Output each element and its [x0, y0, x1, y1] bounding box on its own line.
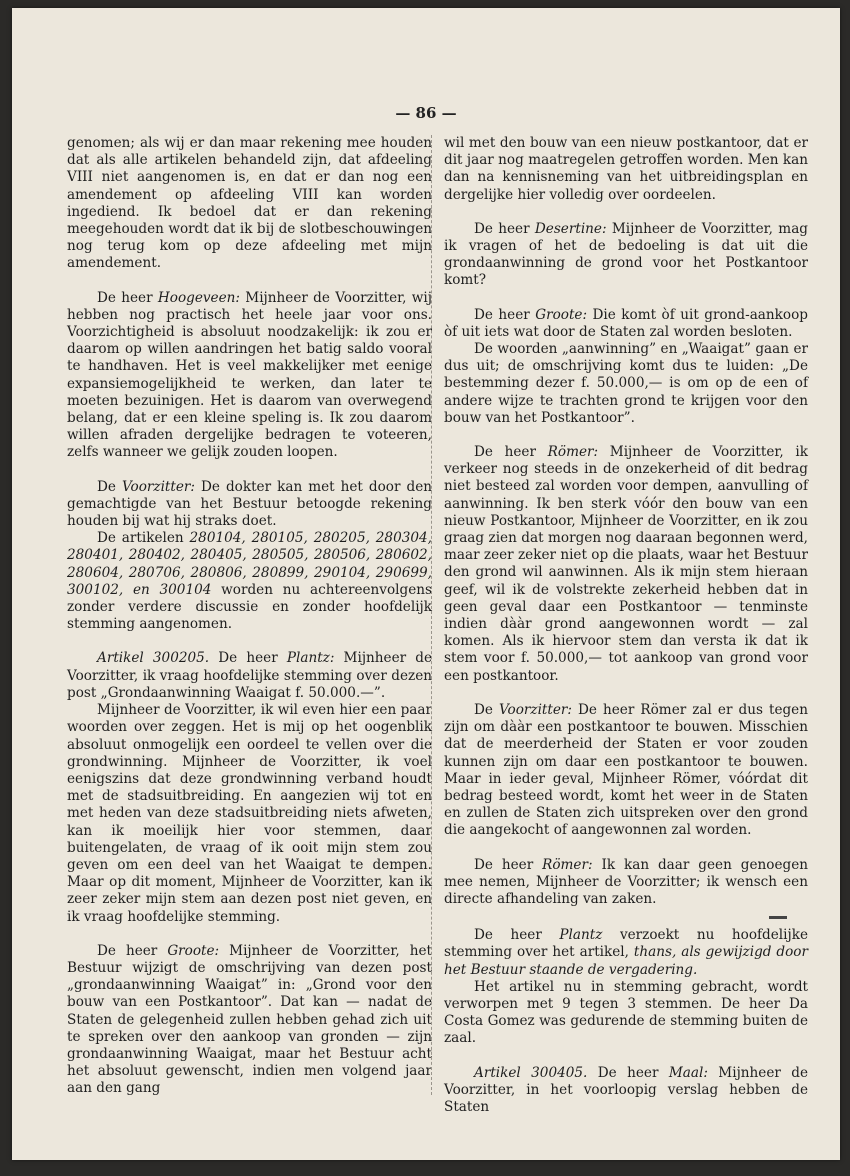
section-divider [769, 916, 787, 919]
speech-groote: De heer Groote: Mijnheer de Voorzitter, het Bestuur wijzigt de omschrijving van dezen post „grondaanwinning Waaigat” in: „Grond voor den bouw van een Postkantoor”. Dat kan — nadat de Staten de gelegenheid zullen hebben gehad zich uit te spreken over den aankoop van gronden — zijn grondaanwinning Waaigat, maar het Bestuur acht het absoluut gewenscht, indien men volgend jaar aan den gang [67, 942, 432, 1097]
speech-voorzitter: De Voorzitter: De dokter kan met het door den gemachtigde van het Bestuur betoogde rekening houden bij wat hij straks doet. [67, 478, 432, 530]
paragraph-continuation: genomen; als wij er dan maar rekening mee houden dat als alle artikelen behandeld zijn, dat afdeeling VIII niet aangenomen is, en dat er dan nog een amendement op afdeeling VIII kan worden ingediend. Ik bedoel dat er dan rekening meegehouden wordt dat ik bij de slotbeschouwingen nog terug kom op deze afdeeling met mijn amendement. [67, 135, 432, 272]
page-number: — 86 — [395, 104, 457, 122]
speaker-name: Römer: [547, 444, 599, 461]
speech-groote: De heer Groote: Die komt òf uit grond-aankoop òf uit iets wat door de Staten zal worden besloten. [444, 306, 808, 340]
article-numbers: 280104, 280105, 280205, 280304, 280401, 280402, 280405, 280505, 280506, 280602, 280604, 280706, 280806, 280899, 290104, 290699, 300102, en 300104 [67, 530, 432, 598]
paragraph-omschrijving: De woorden „aanwinning” en „Waaigat” gaan er dus uit; de omschrijving komt dus te luiden: „De bestemming dezer f. 50.000,— is om op de een of andere wijze te trachten grond te krijgen voor den bouw van het Postkantoor”. [444, 341, 808, 426]
vote-result: Het artikel nu in stemming gebracht, wordt verworpen met 9 tegen 3 stemmen. De heer Da Costa Gomez was gedurende de stemming buiten de zaal. [444, 978, 808, 1047]
articles-paragraph: De artikelen 280104, 280105, 280205, 280304, 280401, 280402, 280405, 280505, 280506, 280602, 280604, 280706, 280806, 280899, 290104, 290699, 300102, en 300104 worden nu achtereenvolgens zonder verdere discussie en zonder hoofdelijk stemming aangenomen. [67, 530, 432, 633]
vote-request: De heer Plantz verzoekt nu hoofdelijke stemming over het artikel, thans, als gewijzigd door het Bestuur staande de vergadering. [444, 927, 808, 978]
speaker-name: Hoogeveen: [157, 289, 240, 306]
speech-desertine: De heer Desertine: Mijnheer de Voorzitter, mag ik vragen of het de bedoeling is dat uit die grondaanwinning de grond voor het Postkantoor komt? [444, 220, 808, 289]
speech-romer-2: De heer Römer: Ik kan daar geen genoegen mee nemen, Mijnheer de Voorzitter; ik wensch een directe afhandeling van zaken. [444, 856, 808, 907]
speaker-name: Voorzitter: [498, 701, 572, 718]
left-column [67, 135, 432, 1098]
speech-hoogeveen: De heer Hoogeveen: Mijnheer de Voorzitter, wij hebben nog practisch het heele jaar voor ons. Voorzichtigheid is absoluut noodzakelijk: ik zou er daarom op willen aandringen het batig saldo vooral te handhaven. Het is veel makkelijker met eenige expansiemogelijkheid te werken, dan later te moeten bezuinigen. Het is daarom van overwegend belang, dat er een kleine speling is. Ik zou daarom willen afraden dergelijke bedragen te voteeren, zelfs wanneer we gelijk zouden loopen. [67, 289, 432, 461]
right-column [431, 135, 809, 1115]
article-300405-speech: Artikel 300405. De heer Maal: Mijnheer de Voorzitter, in het voorloopig verslag hebben de Staten [444, 1064, 809, 1115]
document-page [12, 8, 840, 1160]
speaker-name: Maal: [668, 1064, 708, 1081]
paragraph-continuation: wil met den bouw van een nieuw postkantoor, dat er dit jaar nog maatregelen getroffen worden. Men kan dan na kennisneming van het uitbreidingsplan en dergelijke hier volledig over oordeelen. [444, 135, 808, 203]
speaker-name: Groote: [535, 306, 588, 323]
article-heading: Artikel 300205. [97, 650, 210, 667]
speaker-name: Plantz [559, 927, 603, 944]
speaker-name: Römer: [542, 856, 593, 873]
article-heading: Artikel 300405. [474, 1064, 588, 1081]
speaker-name: Groote: [167, 942, 220, 959]
speech-voorzitter: De Voorzitter: De heer Römer zal er dus tegen zijn om dààr een postkantoor te bouwen. Misschien dat de meerderheid der Staten er voor zouden kunnen zijn om daar een postkantoor te bouwen. Maar in ieder geval, Mijnheer Römer, vóórdat dit bedrag besteed wordt, komt het weer in de Staten en zullen de Staten zich uitspreken over den grond die aangekocht of aangewonnen zal worden. [444, 701, 808, 839]
speaker-name: Voorzitter: [121, 478, 195, 495]
paragraph-plantz-continued: Mijnheer de Voorzitter, ik wil even hier een paar woorden over zeggen. Het is mij op het oogenblik absoluut onmogelijk een oordeel te vellen over die grondwinning. Mijnheer de Voorzitter, ik voel eenigszins dat deze grondwinning verband houdt met de stadsuitbreiding. En aangezien wij tot en met heden van deze stadsuitbreiding niets afweten, kan ik moeilijk hier voor stemmen, daar buitengelaten, de vraag of ik ooit mijn stem zou geven om een deel van het Waaigat te dempen. Maar op dit moment, Mijnheer de Voorzitter, kan ik zeer zeker mijn stem aan dezen post niet geven, en ik vraag hoofdelijke stemming. [67, 702, 432, 925]
speaker-name: Desertine: [534, 220, 607, 237]
speaker-name: Plantz: [286, 650, 335, 667]
article-300205-speech: Artikel 300205. De heer Plantz: Mijnheer de Voorzitter, ik vraag hoofdelijke stemming over dezen post „Grondaanwinning Waaigat f. 50.000.—”. [67, 650, 433, 701]
speech-romer: De heer Römer: Mijnheer de Voorzitter, ik verkeer nog steeds in de onzekerheid of dit bedrag niet besteed zal worden voor dempen, aanvulling of aanwinning. Ik ben sterk vóór den bouw van een nieuw Postkantoor, Mijnheer de Voorzitter, en ik zou graag zien dat morgen nog daaraan begonnen werd, maar zeer zeker niet op die plaats, waar het Bestuur den grond wil aanwinnen. Als ik mijn stem hieraan geef, wil ik de volstrekte zekerheid hebben dat in geen geval daar een Postkantoor — tenminste indien dààr grond aangewonnen wordt — zal komen. Als ik hiervoor stem dan versta ik dat ik stem voor f. 50.000,— tot aankoop van grond voor een postkantoor. [444, 444, 809, 684]
